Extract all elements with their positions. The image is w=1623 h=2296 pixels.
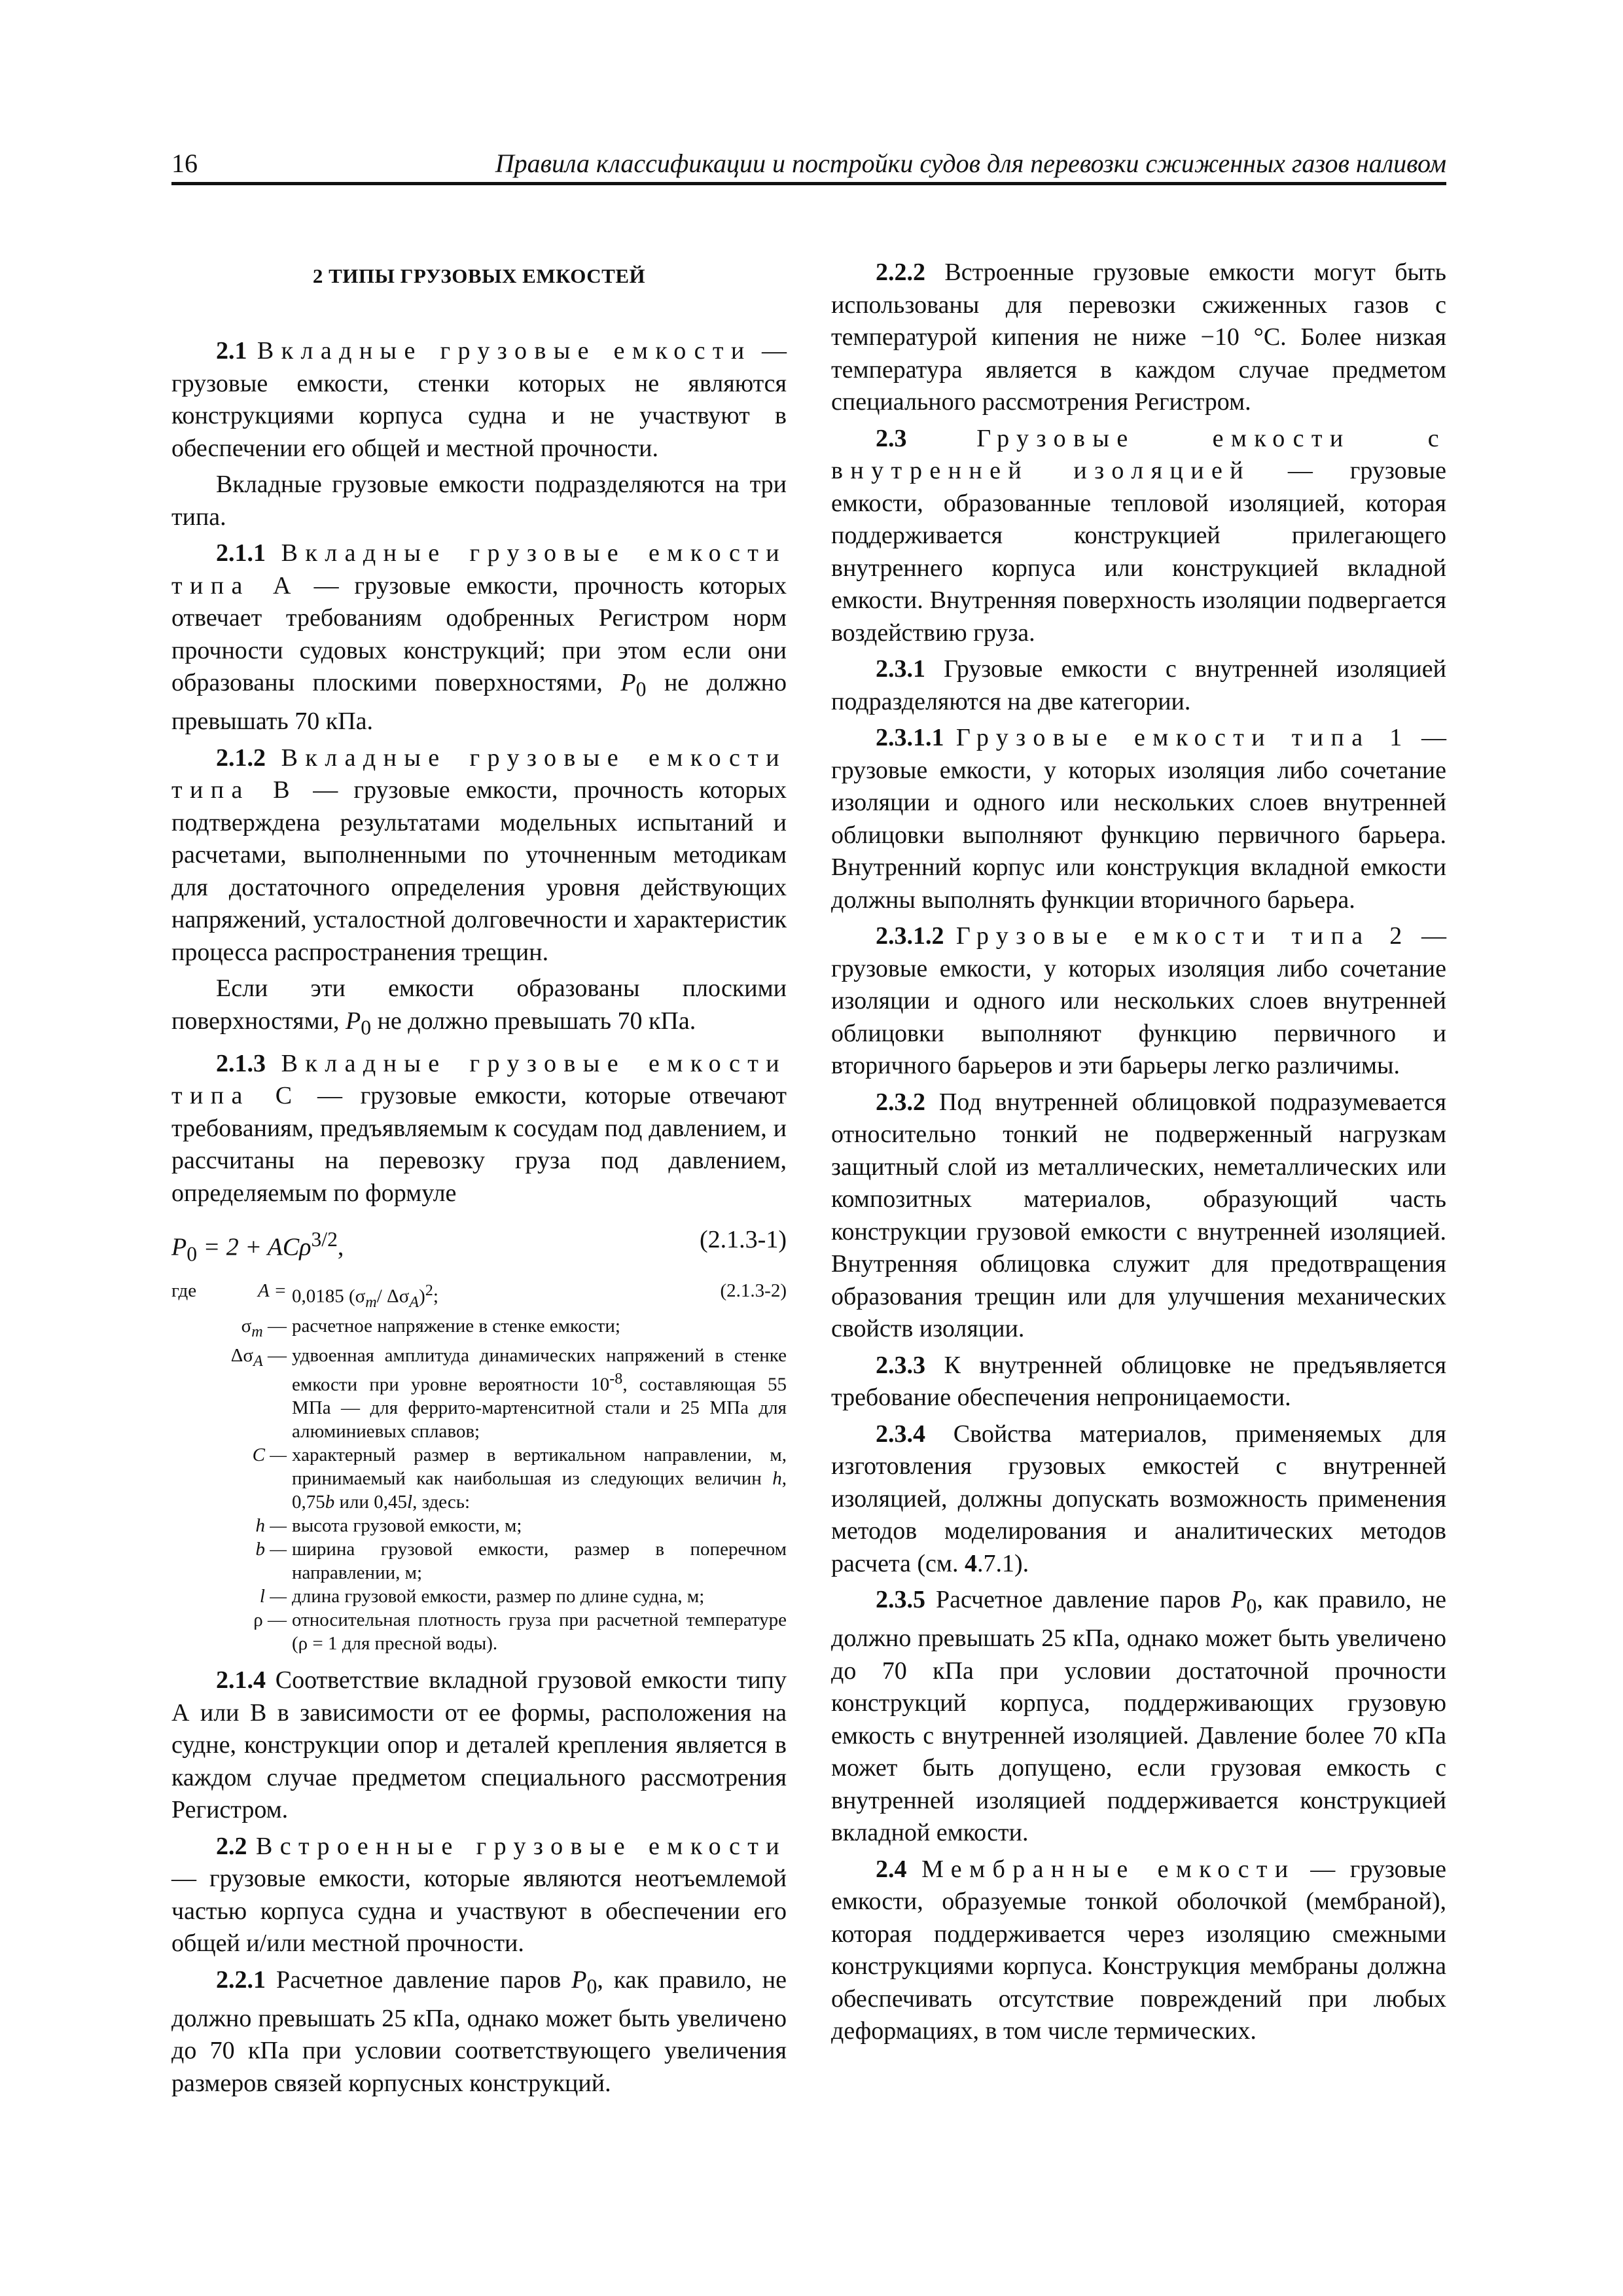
clause-text: Расчетное давление паров [266, 1965, 572, 1994]
clause-text: — грузовые емкости, которые отвечают требованиям, предъявляемым к сосудам под давлением, и рассчитаны на перевозку груза под давлением, определяемым по формуле [171, 1082, 787, 1207]
formula-definitions [171, 1279, 787, 1655]
definition-sigma-m [171, 1314, 787, 1344]
text-part: характерный размер в вертикальном направлении, м, принимаемый как наибольшая из следующих величин [292, 1444, 787, 1490]
text-part: , 0,75 [292, 1468, 787, 1513]
clause-number: 2.3.2 [876, 1088, 925, 1116]
paragraph-2-3 [831, 423, 1446, 650]
clause-number: 2.1.3 [216, 1049, 266, 1077]
paragraph-2-3-2 [831, 1086, 1446, 1346]
clause-text: Под внутренней облицовкой подразумевается относительно тонкий не подверженный нагрузкам защитный слой из металлических, неметаллических или композитных материалов, образующий часть конструкции грузовой емкости с внутренней изоляцией. Внутренняя облицовка служит для предотвращения образования трещин или для улучшения механических свойств изоляции. [831, 1088, 1446, 1342]
paragraph-2-2 [171, 1831, 787, 1960]
clause-text: К внутренней облицовке не предъявляется требование обеспечения непроницаемости. [831, 1351, 1446, 1411]
page-header [171, 145, 1446, 185]
text-part: / Δσ [376, 1286, 410, 1308]
subscript: A [409, 1293, 419, 1311]
definition-symbol [171, 1344, 292, 1444]
symbol: P [346, 1007, 361, 1035]
symbol: C — [252, 1444, 287, 1466]
paragraph-2-3-1 [831, 653, 1446, 718]
dash: — [262, 1344, 287, 1366]
text-part: или 0,45 [334, 1492, 408, 1513]
paragraph-2-1-b: Вкладные грузовые емкости подразделяются на три типа. [171, 471, 787, 531]
clause-number: 2.1 [216, 337, 247, 365]
clause-term: Грузовые емкости типа 1 [955, 724, 1410, 751]
definition-symbol [171, 1443, 292, 1514]
clause-term: Грузовые емкости с внутренней изоляцией [831, 424, 1447, 484]
clause-text: — грузовые емкости, образованные тепловой изоляцией, которая поддерживается конструкцией прилегающего внутреннего корпуса или конструкцией вкладной емкости. Внутренняя поверхность изоляции подвергается воздействию груза. [831, 457, 1446, 647]
text-part: ) [419, 1286, 425, 1308]
definition-text: ширина грузовой емкости, размер в поперечном направлении, м; [292, 1539, 787, 1584]
clause-text: Расчетное давление паров [925, 1586, 1232, 1613]
clause-text: — грузовые емкости, прочность которых подтверждена результатами модельных испытаний и расчетами, выполненными по уточненным методикам для достаточного определения уровня действующих напряжений, усталостной долговечности и характеристик процесса распространения трещин. [171, 776, 787, 966]
definition-text: расчетное напряжение в стенке емкости; [292, 1315, 620, 1336]
clause-text: Если эти емкости образованы плоскими поверхностями, [171, 975, 787, 1035]
formula-number: (2.1.3-2) [720, 1280, 787, 1302]
symbol: h [772, 1468, 782, 1490]
clause-number: 2.3.1.2 [876, 922, 944, 950]
subscript: m [251, 1322, 263, 1340]
definition-symbol [171, 1537, 292, 1585]
symbol: b [325, 1492, 335, 1513]
symbol: P [1231, 1586, 1247, 1613]
clause-term: Встроенные грузовые емкости [256, 1832, 787, 1860]
text-part: ; [433, 1286, 438, 1308]
paragraph-2-2-2 [831, 257, 1446, 419]
clause-text: Соответствие вкладной грузовой емкости типу А или В в зависимости от ее формы, расположения на судне, конструкции опор и деталей крепления является в каждом случае предметом специального рассмотрения Регистром. [171, 1666, 787, 1824]
symbol: l [407, 1492, 413, 1513]
clause-text: не должно превышать 70 кПа. [371, 1007, 696, 1035]
formula-2-1-3-1 [171, 1224, 787, 1270]
subscript: A [253, 1352, 263, 1370]
definition-b [171, 1537, 787, 1585]
clause-text: — грузовые емкости, у которых изоляция либо сочетание изоляции и одного или нескольких слоев внутренней облицовки выполняют функцию первичного и вторичного барьеров и эти барьеры легко различимы. [831, 922, 1447, 1079]
paragraph-2-3-1-2 [831, 920, 1446, 1083]
clause-term: Вкладные грузовые емкости типа В [171, 744, 787, 804]
clause-number: 2.3 [876, 424, 907, 452]
text-part: удвоенная амплитуда динамических напряжений в стенке емкости при уровне вероятности 10 [292, 1344, 787, 1395]
symbol: Δσ [230, 1344, 253, 1366]
symbol: σ [241, 1315, 252, 1336]
clause-text: — грузовые емкости, которые являются неотъемлемой частью корпуса судна и участвуют в обеспечении его общей и/или местной прочности. [171, 1865, 787, 1958]
definition-rho [171, 1608, 787, 1655]
left-column [171, 257, 787, 2104]
clause-number: 2.3.3 [876, 1351, 925, 1379]
paragraph-2-1 [171, 335, 787, 465]
paragraph-2-1-1 [171, 537, 787, 738]
clause-number: 2.2 [216, 1832, 247, 1860]
text-part: , здесь: [412, 1492, 471, 1513]
definition-symbol [236, 1279, 292, 1314]
symbol-subscript: 0 [635, 677, 647, 701]
where-label: где [171, 1280, 197, 1302]
right-column [831, 257, 1446, 2052]
definition-symbol [171, 1314, 292, 1344]
symbol: h — [255, 1515, 287, 1537]
formula-lhs-subscript: 0 [187, 1242, 198, 1266]
clause-number: 2.1.4 [216, 1666, 266, 1695]
symbol: P [620, 669, 636, 696]
clause-number: 2.3.1.1 [876, 724, 944, 751]
clause-term: Вкладные грузовые емкости типа С [171, 1049, 787, 1110]
definition-symbol [171, 1514, 292, 1537]
clause-number: 2.1.1 [216, 539, 266, 567]
paragraph-2-1-2 [171, 742, 787, 969]
paragraph-2-3-5 [831, 1584, 1446, 1850]
paragraph-2-1-4 [171, 1664, 787, 1827]
page-number: 16 [171, 149, 198, 178]
clause-term: Грузовые емкости типа 2 [955, 922, 1410, 950]
paragraph-2-2-1 [171, 1964, 787, 2100]
definition-A [171, 1279, 787, 1314]
text-part: 0,0185 (σ [292, 1286, 366, 1308]
clause-text: — грузовые емкости, стенки которых не являются конструкциями корпуса судна и не участвуют в обеспечении его общей и местной прочности. [171, 337, 787, 462]
definition-l [171, 1585, 787, 1608]
definition-text: относительная плотность груза при расчетной температуре (ρ = 1 для пресной воды). [292, 1609, 787, 1655]
paragraph-2-1-3 [171, 1048, 787, 1210]
clause-text: , как правило, не должно превышать 25 кПа, однако может быть увеличено до 70 кПа при условии достаточной прочности конструкций корпуса, поддерживающих грузовую емкость с внутренней изоляцией. Давление более 70 кПа может быть допущено, если грузовая емкость с внутренней изоляцией поддерживается конструкцией вкладной емкости. [831, 1586, 1446, 1847]
superscript: -8 [609, 1369, 623, 1388]
definition-text: длина грузовой емкости, размер по длине судна, м; [292, 1586, 705, 1607]
definition-text [292, 1279, 714, 1314]
formula-lhs: P [171, 1233, 187, 1261]
symbol: l — [259, 1586, 287, 1607]
clause-text: , как правило, не должно превышать 25 кПа, однако может быть увеличено до 70 кПа при условии соответствующего увеличения размеров связей корпусных конструкций. [171, 1965, 787, 2097]
clause-number: 2.3.1 [876, 655, 925, 683]
clause-text: — грузовые емкости, образуемые тонкой оболочкой (мембраной), которая поддерживается через изоляцию смежными конструкциями корпуса. Конструкция мембраны должна обеспечивать отсутствие повреждений при любых деформациях, в том числе термических. [831, 1855, 1447, 2045]
paragraph-2-3-4 [831, 1418, 1446, 1581]
paragraph-2-4 [831, 1854, 1446, 2048]
symbol: b — [255, 1539, 287, 1560]
symbol-subscript: 0 [1246, 1594, 1257, 1618]
definition-C [171, 1443, 787, 1514]
symbol: A = [257, 1280, 287, 1302]
clause-number: 2.4 [876, 1855, 907, 1883]
definition-text [292, 1443, 787, 1514]
dash: — [262, 1315, 287, 1336]
clause-number: 2.2.2 [876, 259, 925, 286]
formula-expression [171, 1224, 344, 1270]
subscript: m [365, 1293, 377, 1311]
paragraph-2-1-2-b [171, 973, 787, 1044]
definition-symbol [171, 1585, 292, 1608]
symbol-subscript: 0 [586, 1975, 597, 1998]
formula-number: (2.1.3-1) [700, 1226, 787, 1254]
cross-reference: 4 [964, 1549, 977, 1577]
clause-number: 2.1.2 [216, 744, 266, 772]
symbol: P [571, 1965, 587, 1994]
clause-number: 2.3.5 [876, 1586, 925, 1613]
definition-text [292, 1344, 787, 1444]
superscript: 2 [425, 1282, 433, 1300]
paragraph-2-3-3 [831, 1350, 1446, 1414]
clause-text: — грузовые емкости, прочность которых отвечает требованиям одобренных Регистром норм прочности судовых конструкций; при этом если они образованы плоскими поверхностями, [171, 571, 787, 696]
definition-symbol: ρ — [253, 1609, 287, 1631]
clause-number: 2.2.1 [216, 1965, 266, 1994]
clause-text: Грузовые емкости с внутренней изоляцией подразделяются на две категории. [831, 655, 1446, 715]
clause-term: Вкладные грузовые емкости [257, 337, 752, 365]
formula-exponent: 3/2 [311, 1228, 338, 1251]
clause-text: — грузовые емкости, у которых изоляция либо сочетание изоляции и одного или нескольких слоев внутренней облицовки выполняют функцию первичного барьера. Внутренний корпус или конструкция вкладной емкости должны выполнять функции вторичного барьера. [831, 724, 1447, 914]
definition-h [171, 1514, 787, 1537]
text-part: , составляющая 55 МПа — для феррито-мартенситной стали и 25 МПа для алюминиевых сплавов; [292, 1374, 787, 1443]
clause-number: 2.3.4 [876, 1420, 925, 1448]
symbol-subscript: 0 [361, 1016, 372, 1039]
clause-text: Встроенные грузовые емкости могут быть использованы для перевозки сжиженных газов с температурой кипения не ниже −10 °С. Более низкая температура является в каждом случае предметом специального рассмотрения Регистром. [831, 259, 1446, 416]
formula-tail: , [337, 1233, 344, 1261]
paragraph-2-3-1-1 [831, 722, 1446, 916]
clause-term: Мембранные емкости [921, 1855, 1296, 1883]
clause-text: не должно превышать 70 кПа. [171, 669, 787, 736]
section-heading: 2 ТИПЫ ГРУЗОВЫХ ЕМКОСТЕЙ [312, 264, 646, 287]
definition-delta-sigma-a [171, 1344, 787, 1444]
clause-term: Вкладные грузовые емкости типа А [171, 539, 787, 600]
clause-text: .7.1). [976, 1549, 1029, 1577]
clause-text: Свойства материалов, применяемых для изготовления грузовых емкостей с внутренней изоляцией, должны допускать возможность применения методов моделирования и аналитических методов расчета (см. [831, 1420, 1446, 1577]
running-title: Правила классификации и постройки судов для перевозки сжиженных газов наливом [495, 149, 1446, 178]
formula-rhs: = 2 + ACρ [197, 1233, 312, 1261]
definition-text: высота грузовой емкости, м; [292, 1515, 522, 1537]
